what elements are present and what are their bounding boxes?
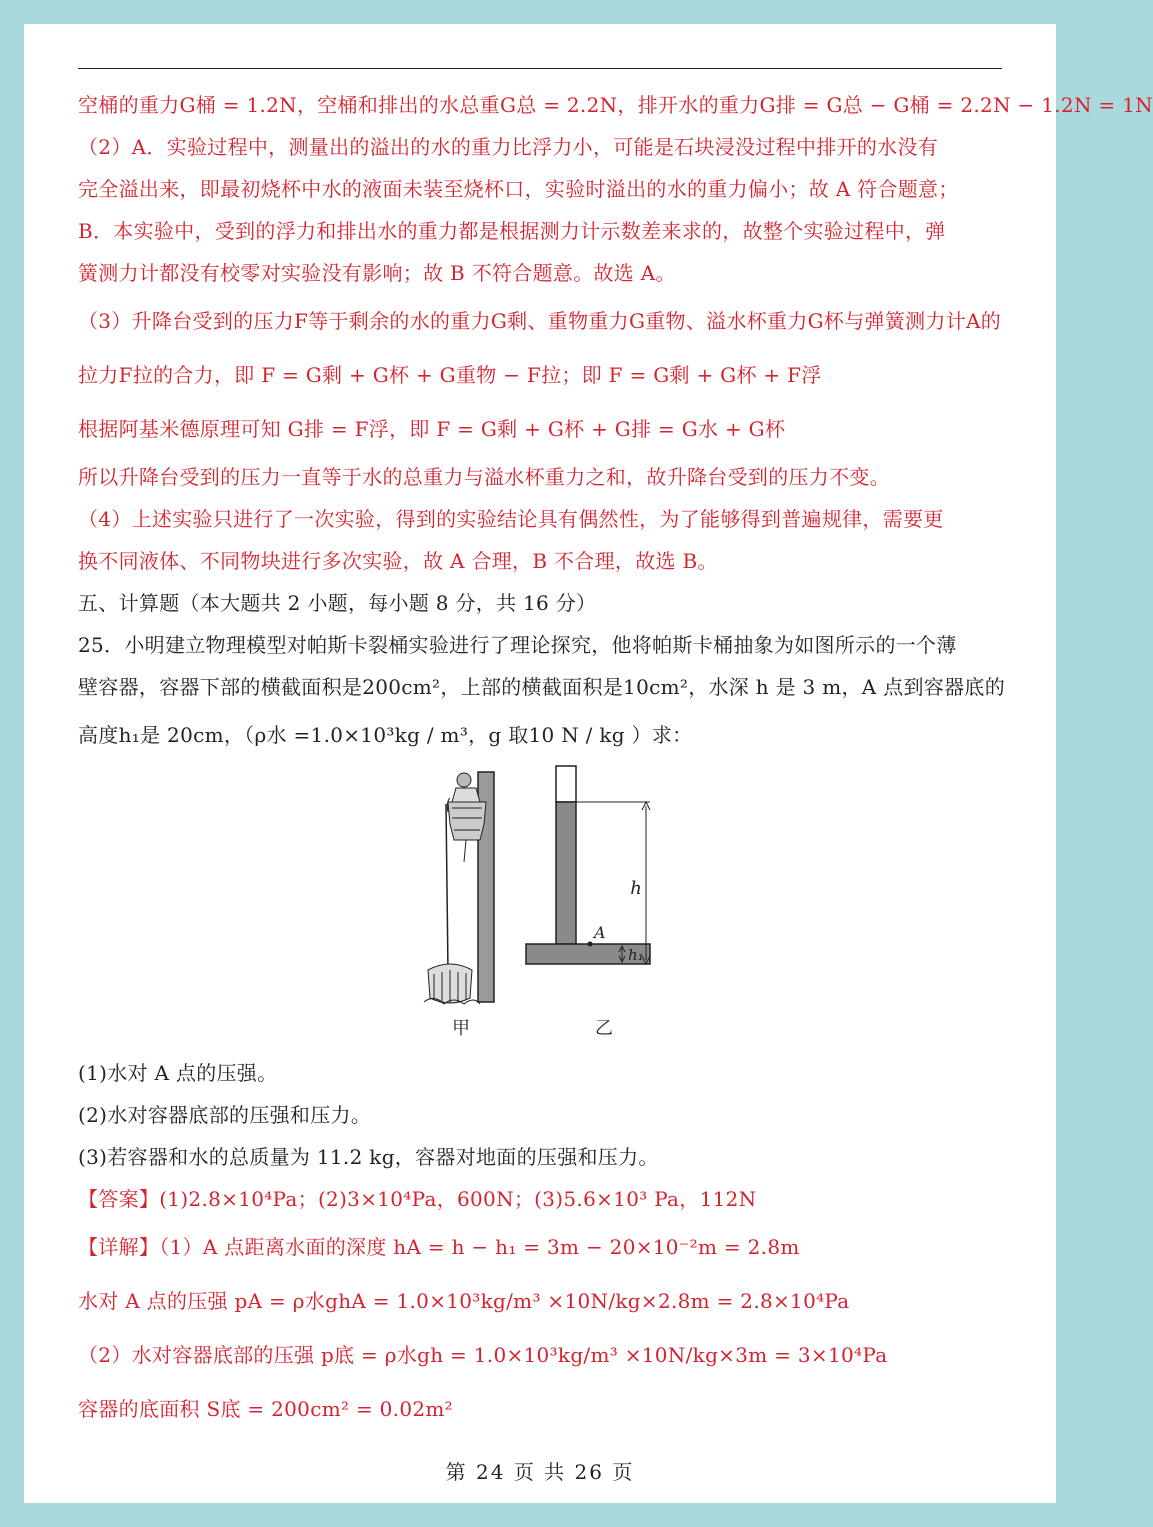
text-line: 【详解】（1）A 点距离水面的深度 hA = h − h₁ = 3m − 20×10⁻²m = 2.8m xyxy=(78,1235,800,1259)
text-line: (2)水对容器底部的压强和压力。 xyxy=(78,1103,372,1127)
text-line: 25．小明建立物理模型对帕斯卡裂桶实验进行了理论探究，他将帕斯卡桶抽象为如图所示的一个薄 xyxy=(78,633,957,657)
page-content xyxy=(78,84,1153,1436)
figure-label-h: h xyxy=(630,878,642,899)
text-line: 完全溢出来，即最初烧杯中水的液面未装至烧杯口，实验时溢出的水的重力偏小；故 A 符合题意； xyxy=(78,177,959,201)
figure-svg xyxy=(78,762,1002,1052)
text-line: 壁容器，容器下部的横截面积是200cm²，上部的横截面积是10cm²，水深 h 是 3 m，A 点到容器底的 xyxy=(78,675,1005,699)
figure-jia xyxy=(424,772,494,1004)
question-block xyxy=(78,1052,1002,1436)
figure-label-h1: h₁ xyxy=(628,946,644,964)
page-footer: 第 24 页 共 26 页 xyxy=(445,1460,635,1484)
text-line: 换不同液体、不同物块进行多次实验，故 A 合理，B 不合理，故选 B。 xyxy=(78,549,718,573)
figure-yi xyxy=(526,766,650,964)
text-line: 高度h₁是 20cm，（ρ水 =1.0×10³kg / m³，g 取10 N / kg ）求： xyxy=(78,723,693,747)
text-line: （2）A．实验过程中，测量出的溢出的水的重力比浮力小，可能是石块浸没过程中排开的水没有 xyxy=(78,135,939,159)
figure-label-a: A xyxy=(594,923,606,942)
text-line: 根据阿基米德原理可知 G排 = F浮，即 F = G剩 + G杯 + G排 = G水 + G杯 xyxy=(78,417,786,441)
text-line: 水对 A 点的压强 pA = ρ水ghA = 1.0×10³kg/m³ ×10N/kg×2.8m = 2.8×10⁴Pa xyxy=(78,1289,850,1313)
text-line: 容器的底面积 S底 = 200cm² = 0.02m² xyxy=(78,1397,453,1421)
text-line: (1)水对 A 点的压强。 xyxy=(78,1061,278,1085)
text-line: 簧测力计都没有校零对实验没有影响；故 B 不符合题意。故选 A。 xyxy=(78,261,676,285)
text-line: 五、计算题（本大题共 2 小题，每小题 8 分，共 16 分） xyxy=(78,591,597,615)
text-line: (3)若容器和水的总质量为 11.2 kg，容器对地面的压强和压力。 xyxy=(78,1145,659,1169)
text-line: 【答案】(1)2.8×10⁴Pa；(2)3×10⁴Pa，600N；(3)5.6×10³ Pa，112N xyxy=(78,1187,757,1211)
text-line: 所以升降台受到的压力一直等于水的总重力与溢水杯重力之和，故升降台受到的压力不变。 xyxy=(78,465,890,489)
solution-block xyxy=(78,84,1153,762)
text-line: （3）升降台受到的压力F等于剩余的水的重力G剩、重物重力G重物、溢水杯重力G杯与弹簧测力计A的 xyxy=(78,309,1002,333)
header-rule xyxy=(78,68,1002,69)
figure-caption-jia: 甲 xyxy=(452,1018,470,1039)
figure xyxy=(78,762,1002,1052)
text-line: （4）上述实验只进行了一次实验，得到的实验结论具有偶然性，为了能够得到普遍规律，需要更 xyxy=(78,507,944,531)
text-line: 空桶的重力G桶 = 1.2N，空桶和排出的水总重G总 = 2.2N，排开水的重力G排 = G总 − G桶 = 2.2N − 1.2N = 1N xyxy=(78,93,1153,117)
text-line: B．本实验中，受到的浮力和排出水的重力都是根据测力计示数差来求的，故整个实验过程中，弹 xyxy=(78,219,946,243)
document-page xyxy=(24,24,1153,1503)
figure-caption-yi: 乙 xyxy=(595,1018,613,1039)
text-line: （2）水对容器底部的压强 p底 = ρ水gh = 1.0×10³kg/m³ ×10N/kg×3m = 3×10⁴Pa xyxy=(78,1343,888,1367)
text-line: 拉力F拉的合力，即 F = G剩 + G杯 + G重物 − F拉；即 F = G剩 + G杯 + F浮 xyxy=(78,363,822,387)
